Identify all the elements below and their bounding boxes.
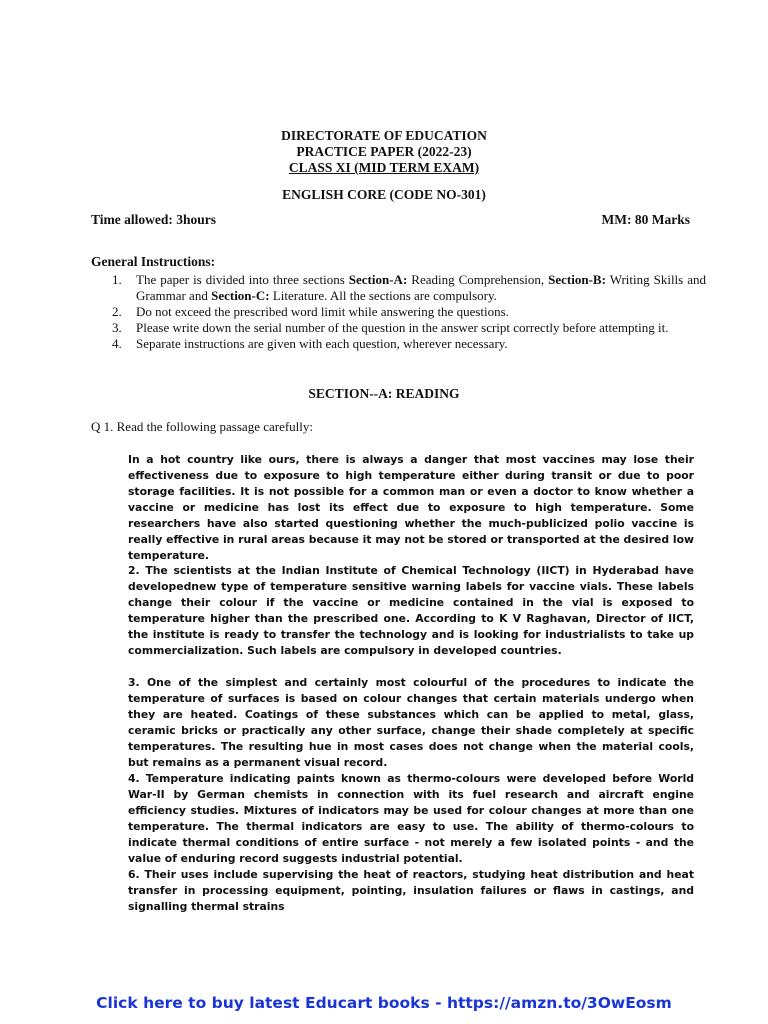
instruction-number: 4.: [112, 336, 122, 351]
section-b-label: Section-B:: [548, 272, 606, 287]
instruction-text: Writing Skills and Grammar and: [136, 272, 706, 303]
instruction-text: Do not exceed the prescribed word limit while answering the questions.: [136, 304, 509, 319]
section-a-label: Section-A:: [348, 272, 408, 287]
instruction-item: [112, 304, 706, 320]
general-instructions-title: General Instructions:: [91, 254, 216, 269]
instruction-text: Reading Comprehension,: [407, 272, 549, 287]
instruction-text: Please write down the serial number of the question in the answer script correctly before attempting it.: [136, 320, 669, 335]
passage-paragraph-1: In a hot country like ours, there is always a danger that most vaccines may lose their effectiveness due to exposure to high temperature either during transit or due to poor storage facilities. It is not possible for a common man or even a doctor to know whether a vaccine or medicine has lost its effect due to exposure to high temperature. Some researchers have also started questioning whether the much-publicized polio vaccine is really effective in rural areas because it may not be stored or transported at the desired low temperature.: [128, 453, 694, 562]
section-c-label: Section-C:: [211, 288, 270, 303]
max-marks: MM: 80 Marks: [601, 212, 690, 227]
general-instructions-list: [112, 272, 706, 352]
passage-paragraph-6: 6. Their uses include supervising the heat of reactors, studying heat distribution and heat transfer in processing equipment, pointing, insulation failures or flaws in castings, and signalling thermal strains: [128, 868, 694, 913]
header-practice-paper: PRACTICE PAPER (2022-23): [296, 144, 472, 159]
instruction-item: [112, 320, 706, 336]
header-subject: ENGLISH CORE (CODE NO-301): [282, 187, 486, 202]
question-1-prompt: Q 1. Read the following passage carefully:: [91, 419, 314, 434]
passage-paragraph-2: 2. The scientists at the Indian Institute of Chemical Technology (IICT) in Hyderabad have developednew type of temperature sensitive warning labels for vaccine vials. These labels change their colour if the vaccine or medicine contained in the vial is exposed to temperature higher than the prescribed one. According to K V Raghavan, Director of IICT, the institute is ready to transfer the technology and is looking for industrialists to take up commercialization. Such labels are compulsory in developed countries.: [128, 564, 694, 657]
instruction-text: Literature. All the sections are compulsory.: [269, 288, 497, 303]
instruction-number: 2.: [112, 304, 122, 319]
section-a-title: SECTION--A: READING: [308, 386, 460, 401]
passage-paragraph-4: 4. Temperature indicating paints known as thermo-colours were developed before World War-II by German chemists in connection with its fuel research and aircraft engine efficiency studies. Mixtures of indicators may be used for colour changes at more than one temperature. The thermal indicators are easy to use. The ability of thermo-colours to indicate thermal conditions of entire surface - not merely a few isolated points - and the value of enduring record suggests industrial potential.: [128, 772, 694, 865]
instruction-item: [112, 336, 706, 352]
passage-paragraph-3: 3. One of the simplest and certainly most colourful of the procedures to indicate the temperature of surfaces is based on colour changes that certain materials undergo when they are heated. Coatings of these substances which can be applied to metal, glass, ceramic bricks or practically any other surface, change their shade completely at specific temperatures. The resulting hue in most cases does not change when the material cools, but remains as a permanent visual record.: [128, 676, 694, 769]
header-directorate: DIRECTORATE OF EDUCATION: [281, 128, 487, 143]
instruction-text: Separate instructions are given with each question, wherever necessary.: [136, 336, 508, 351]
time-allowed: Time allowed: 3hours: [91, 212, 217, 227]
header-class: CLASS XI (MID TERM EXAM): [288, 160, 480, 175]
instruction-number: 3.: [112, 320, 122, 335]
buy-books-link[interactable]: Click here to buy latest Educart books - https://amzn.to/3OwEosm: [96, 994, 672, 1012]
instruction-text: The paper is divided into three sections: [136, 272, 349, 287]
instruction-item: [112, 272, 706, 304]
instruction-number: 1.: [112, 272, 122, 287]
